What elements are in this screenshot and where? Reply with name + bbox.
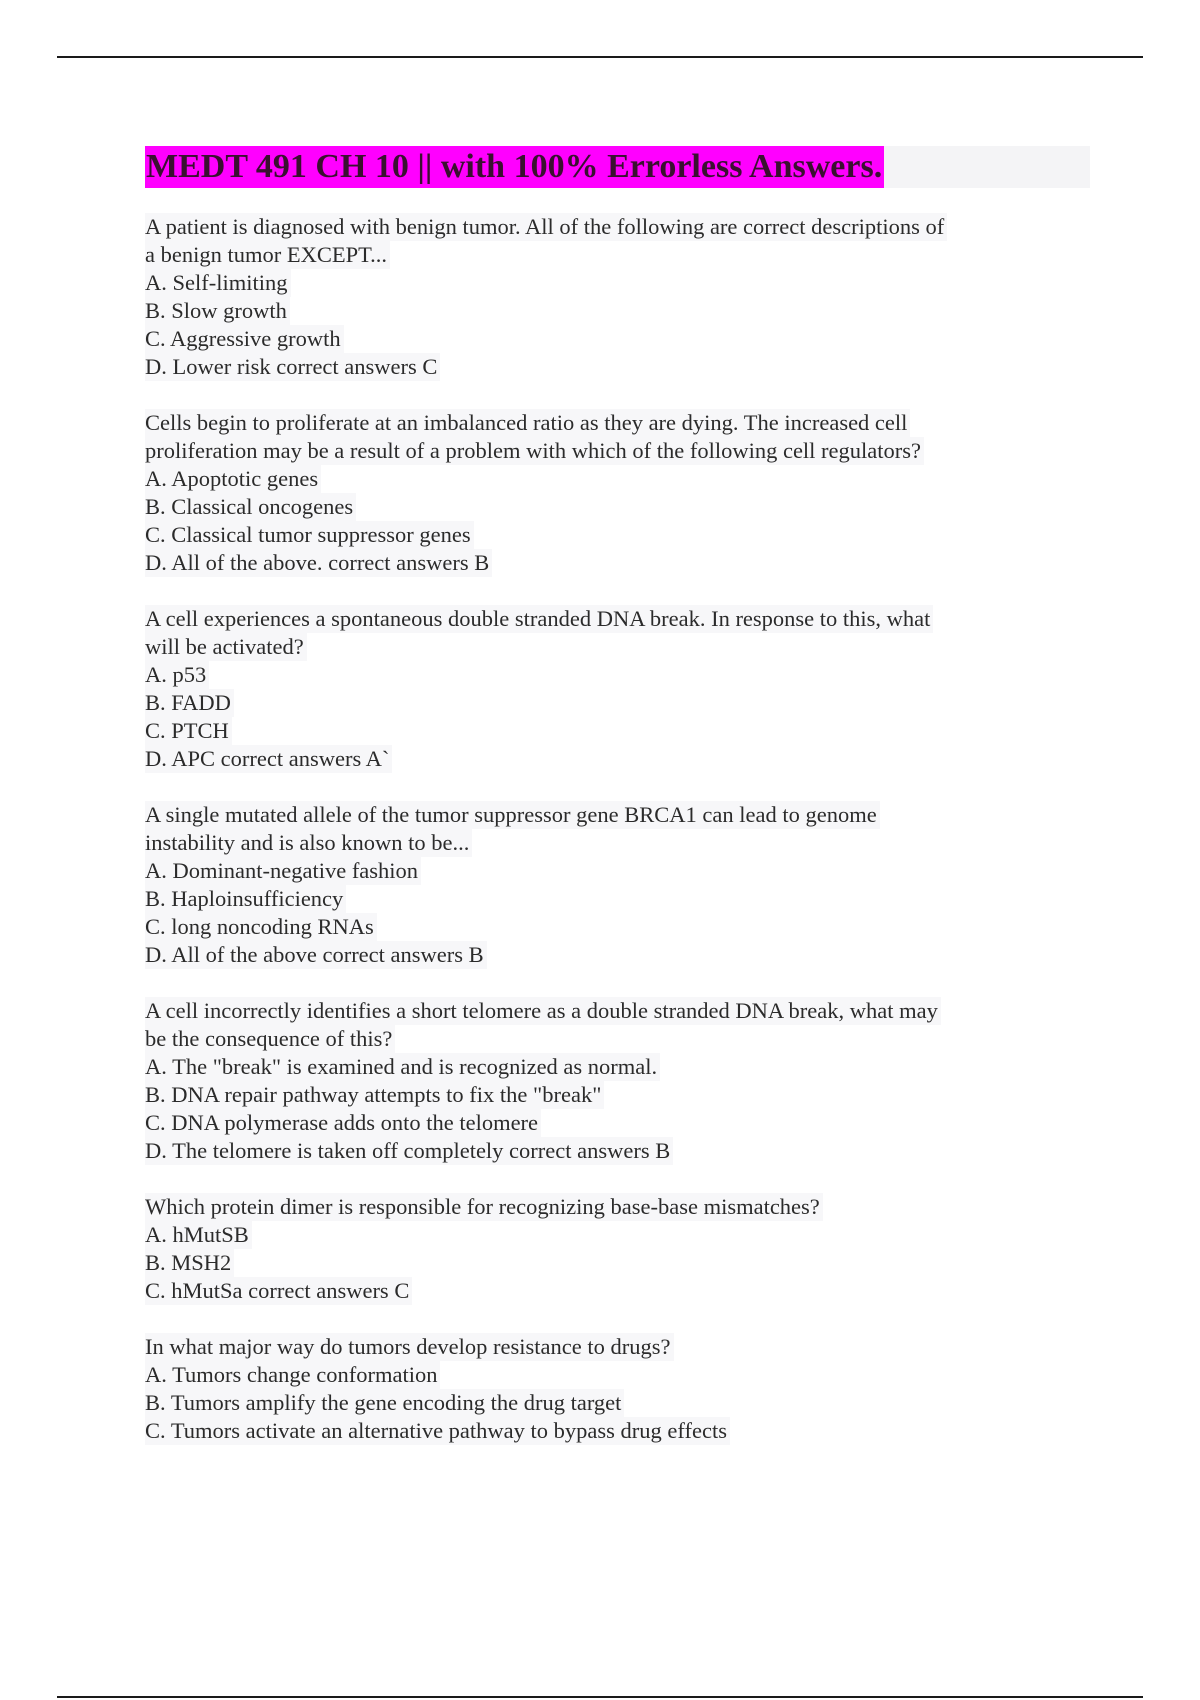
question-block	[145, 605, 1045, 773]
answer-option: B. Classical oncogenes	[145, 493, 356, 521]
question-line: be the consequence of this?	[145, 1025, 395, 1053]
answer-option: B. DNA repair pathway attempts to fix the "break"	[145, 1081, 604, 1109]
page-top-rule	[57, 56, 1143, 58]
question-line: instability and is also known to be...	[145, 829, 472, 857]
answer-option: C. Tumors activate an alternative pathway to bypass drug effects	[145, 1417, 730, 1445]
answer-option: C. PTCH	[145, 717, 232, 745]
question-line: Cells begin to proliferate at an imbalanced ratio as they are dying. The increased cell	[145, 409, 910, 437]
answer-option: A. Dominant-negative fashion	[145, 857, 421, 885]
question-line: A single mutated allele of the tumor suppressor gene BRCA1 can lead to genome	[145, 801, 880, 829]
answer-option: C. DNA polymerase adds onto the telomere	[145, 1109, 541, 1137]
answer-option: C. Aggressive growth	[145, 325, 344, 353]
page-bottom-rule	[57, 1696, 1143, 1698]
question-block	[145, 213, 1045, 381]
question-block	[145, 1333, 1045, 1445]
answer-option: A. Self-limiting	[145, 269, 291, 297]
question-line: A cell experiences a spontaneous double stranded DNA break. In response to this, what	[145, 605, 933, 633]
question-line: In what major way do tumors develop resistance to drugs?	[145, 1333, 674, 1361]
question-line: a benign tumor EXCEPT...	[145, 241, 390, 269]
question-block	[145, 801, 1045, 969]
answer-option: A. Apoptotic genes	[145, 465, 321, 493]
answer-option: D. All of the above. correct answers B	[145, 549, 492, 577]
answer-option: B. Tumors amplify the gene encoding the drug target	[145, 1389, 624, 1417]
question-block	[145, 997, 1045, 1165]
answer-option: B. Slow growth	[145, 297, 290, 325]
answer-option: D. APC correct answers A`	[145, 745, 392, 773]
answer-option: A. p53	[145, 661, 209, 689]
answer-option: A. Tumors change conformation	[145, 1361, 440, 1389]
answer-option: A. The "break" is examined and is recognized as normal.	[145, 1053, 660, 1081]
answer-option: C. Classical tumor suppressor genes	[145, 521, 474, 549]
question-block	[145, 1193, 1045, 1305]
answer-option: B. FADD	[145, 689, 234, 717]
question-list	[145, 213, 1045, 1473]
answer-option: B. Haploinsufficiency	[145, 885, 346, 913]
question-line: proliferation may be a result of a problem with which of the following cell regulators?	[145, 437, 924, 465]
question-line: Which protein dimer is responsible for recognizing base-base mismatches?	[145, 1193, 823, 1221]
answer-option: A. hMutSB	[145, 1221, 252, 1249]
answer-option: D. All of the above correct answers B	[145, 941, 487, 969]
answer-option: D. The telomere is taken off completely correct answers B	[145, 1137, 673, 1165]
answer-option: B. MSH2	[145, 1249, 234, 1277]
answer-option: D. Lower risk correct answers C	[145, 353, 440, 381]
question-line: will be activated?	[145, 633, 307, 661]
question-line: A cell incorrectly identifies a short telomere as a double stranded DNA break, what may	[145, 997, 941, 1025]
answer-option: C. hMutSa correct answers C	[145, 1277, 412, 1305]
answer-option: C. long noncoding RNAs	[145, 913, 377, 941]
document-title: MEDT 491 CH 10 || with 100% Errorless Answers.	[145, 146, 884, 188]
question-line: A patient is diagnosed with benign tumor. All of the following are correct descriptions of	[145, 213, 947, 241]
question-block	[145, 409, 1045, 577]
